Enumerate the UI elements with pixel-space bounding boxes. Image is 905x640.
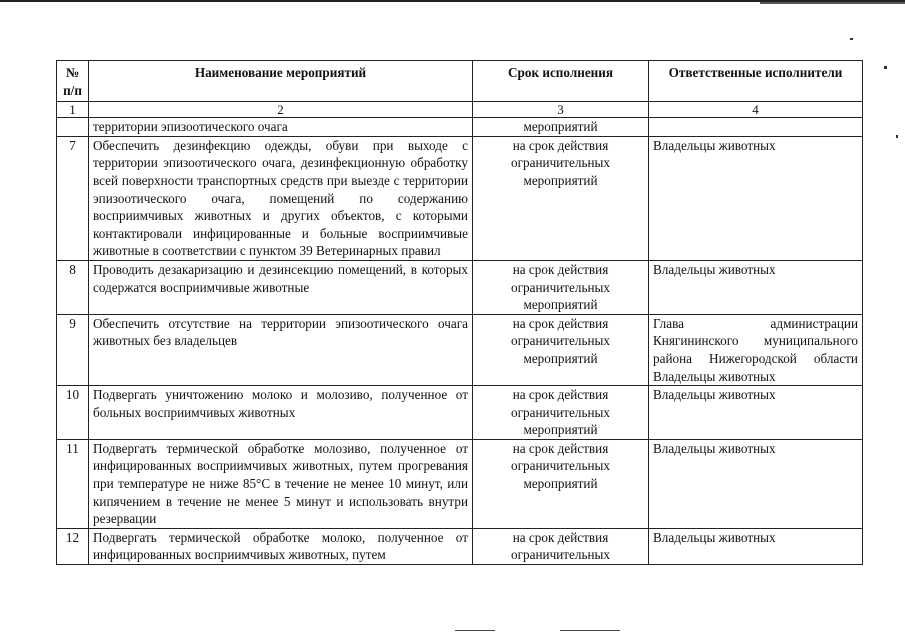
cell-name: Обеспечить дезинфекцию одежды, обуви при выходе с территории эпизоотического очага, дезинфекционную обработку всей поверхности транспортных средств при выезде с территории эпизоотического очага, помещений по содержанию восприимчивых животных и других объектов, с которыми контактировали инфицированные и больные восприимчивые животные в соответствии с пунктом 39 Ветеринарных правил: [89, 136, 473, 260]
cell-responsible: Владельцы животных: [649, 528, 863, 564]
cell-number: 11: [57, 439, 89, 528]
cell-number: 9: [57, 314, 89, 385]
table-row: [57, 528, 863, 564]
cell-responsible: Владельцы животных: [649, 439, 863, 528]
table-row: [57, 314, 863, 385]
table-row: [57, 386, 863, 440]
cell-number: 12: [57, 528, 89, 564]
index-cell: 3: [473, 102, 649, 118]
cell-name: Подвергать уничтожению молоко и молозиво, полученное от больных восприимчивых животных: [89, 386, 473, 440]
table-row: [57, 136, 863, 260]
table-row: [57, 260, 863, 314]
cell-responsible: Глава администрации Княгининского муниципального района Нижегородской области Владельцы животных: [649, 314, 863, 385]
index-cell: 4: [649, 102, 863, 118]
scan-speck: [896, 135, 898, 138]
cell-name: территории эпизоотического очага: [89, 118, 473, 137]
header-number: № п/п: [57, 61, 89, 102]
cell-term: на срок действия ограничительных мероприятий: [473, 136, 649, 260]
cell-name: Обеспечить отсутствие на территории эпизоотического очага животных без владельцев: [89, 314, 473, 385]
header-term: Срок исполнения: [473, 61, 649, 102]
cell-number: [57, 118, 89, 137]
cell-responsible: [649, 118, 863, 137]
continuation-row: [57, 118, 863, 137]
cell-name: Проводить дезакаризацию и дезинсекцию помещений, в которых содержатся восприимчивые животные: [89, 260, 473, 314]
cell-term: мероприятий: [473, 118, 649, 137]
cell-term: на срок действия ограничительных мероприятий: [473, 314, 649, 385]
cell-term: на срок действия ограничительных: [473, 528, 649, 564]
table-row: [57, 439, 863, 528]
scan-edge-line: [455, 630, 495, 631]
cell-number: 8: [57, 260, 89, 314]
cell-responsible: Владельцы животных: [649, 260, 863, 314]
cell-number: 10: [57, 386, 89, 440]
scan-speck: [850, 38, 853, 40]
scan-speck: [884, 66, 887, 69]
header-responsible: Ответственные исполнители: [649, 61, 863, 102]
cell-responsible: Владельцы животных: [649, 136, 863, 260]
cell-term: на срок действия ограничительных мероприятий: [473, 260, 649, 314]
cell-responsible: Владельцы животных: [649, 386, 863, 440]
cell-term: на срок действия ограничительных мероприятий: [473, 386, 649, 440]
table-header-row: [57, 61, 863, 102]
cell-number: 7: [57, 136, 89, 260]
measures-table: [56, 60, 863, 565]
scan-edge-line: [760, 2, 905, 4]
header-name: Наименование мероприятий: [89, 61, 473, 102]
index-cell: 1: [57, 102, 89, 118]
index-cell: 2: [89, 102, 473, 118]
cell-term: на срок действия ограничительных мероприятий: [473, 439, 649, 528]
cell-name: Подвергать термической обработке молозиво, полученное от инфицированных восприимчивых животных, путем прогревания при температуре не ниже 85°С в течение не менее 10 минут, или кипячением в течение не менее 5 минут и использовать внутри резервации: [89, 439, 473, 528]
scan-edge-line: [560, 630, 620, 631]
cell-name: Подвергать термической обработке молоко, полученное от инфицированных восприимчивых животных, путем: [89, 528, 473, 564]
column-index-row: [57, 102, 863, 118]
